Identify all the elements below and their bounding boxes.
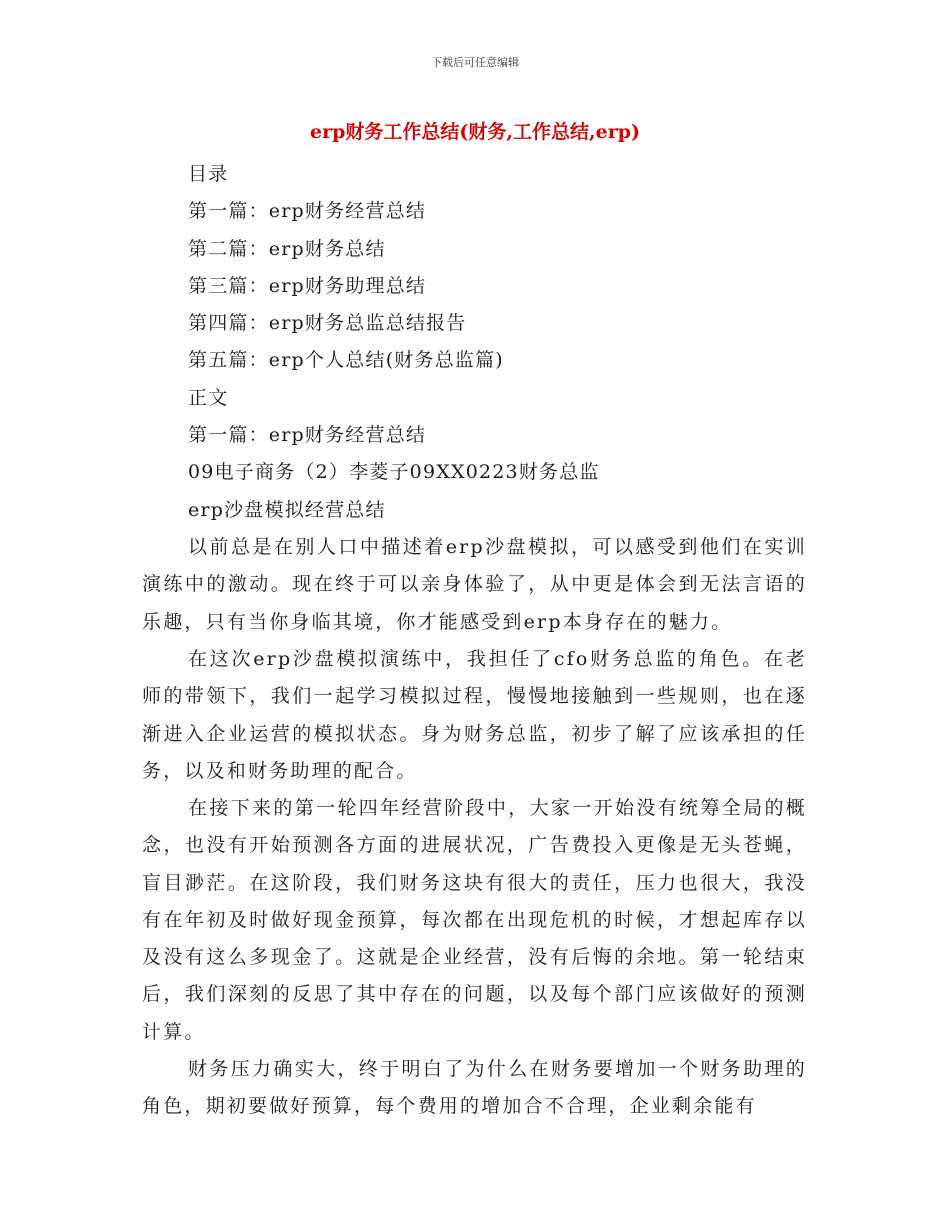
document-title: erp财务工作总结(财务,工作总结,erp) — [310, 121, 640, 143]
body-heading: 正文 — [188, 386, 229, 409]
toc-item: 第三篇：erp财务助理总结 — [188, 274, 427, 297]
body-paragraph: 在这次erp沙盘模拟演练中，我担任了cfo财务总监的角色。在老师的带领下，我们一起学习模拟过程，慢慢地接触到一些规则，也在逐渐进入企业运营的模拟状态。身为财务总监，初步了解了应该承担的任务，以及和财务助理的配合。 — [142, 648, 807, 782]
toc-item: 第五篇：erp个人总结(财务总监篇) — [188, 349, 504, 372]
toc-heading: 目录 — [188, 163, 229, 185]
toc-section — [142, 156, 812, 529]
author-line: 09电子商务（2）李菱子09XX0223财务总监 — [188, 461, 600, 484]
chapter-title: 第一篇：erp财务经营总结 — [188, 424, 427, 447]
toc-item: 第一篇：erp财务经营总结 — [188, 200, 427, 223]
toc-item: 第二篇：erp财务总结 — [188, 237, 386, 260]
body-paragraph: 以前总是在别人口中描述着erp沙盘模拟，可以感受到他们在实训演练中的激动。现在终于可以亲身体验了，从中更是体会到无法言语的乐趣，只有当你身临其境，你才能感受到erp本身存在的魅力。 — [142, 536, 807, 633]
chapter-subtitle: erp沙盘模拟经营总结 — [188, 498, 386, 521]
page-header: 下载后可任意编辑 — [431, 56, 519, 69]
toc-item: 第四篇：erp财务总监总结报告 — [188, 312, 467, 335]
body-paragraph: 在接下来的第一轮四年经营阶段中，大家一开始没有统筹全局的概念，也没有开始预测各方面的进展状况，广告费投入更像是无头苍蝇，盲目渺茫。在这阶段，我们财务这块有很大的责任，压力也很大，我没有在年初及时做好现金预算，每次都在出现危机的时候，才想起库存以及没有这么多现金了。这就是企业经营，没有后悔的余地。第一轮结束后，我们深刻的反思了其中存在的问题，以及每个部门应该做好的预测计算。 — [142, 797, 807, 1043]
body-paragraph: 财务压力确实大，终于明白了为什么在财务要增加一个财务助理的角色，期初要做好预算，每个费用的增加合不合理，企业剩余能有 — [142, 1058, 807, 1118]
